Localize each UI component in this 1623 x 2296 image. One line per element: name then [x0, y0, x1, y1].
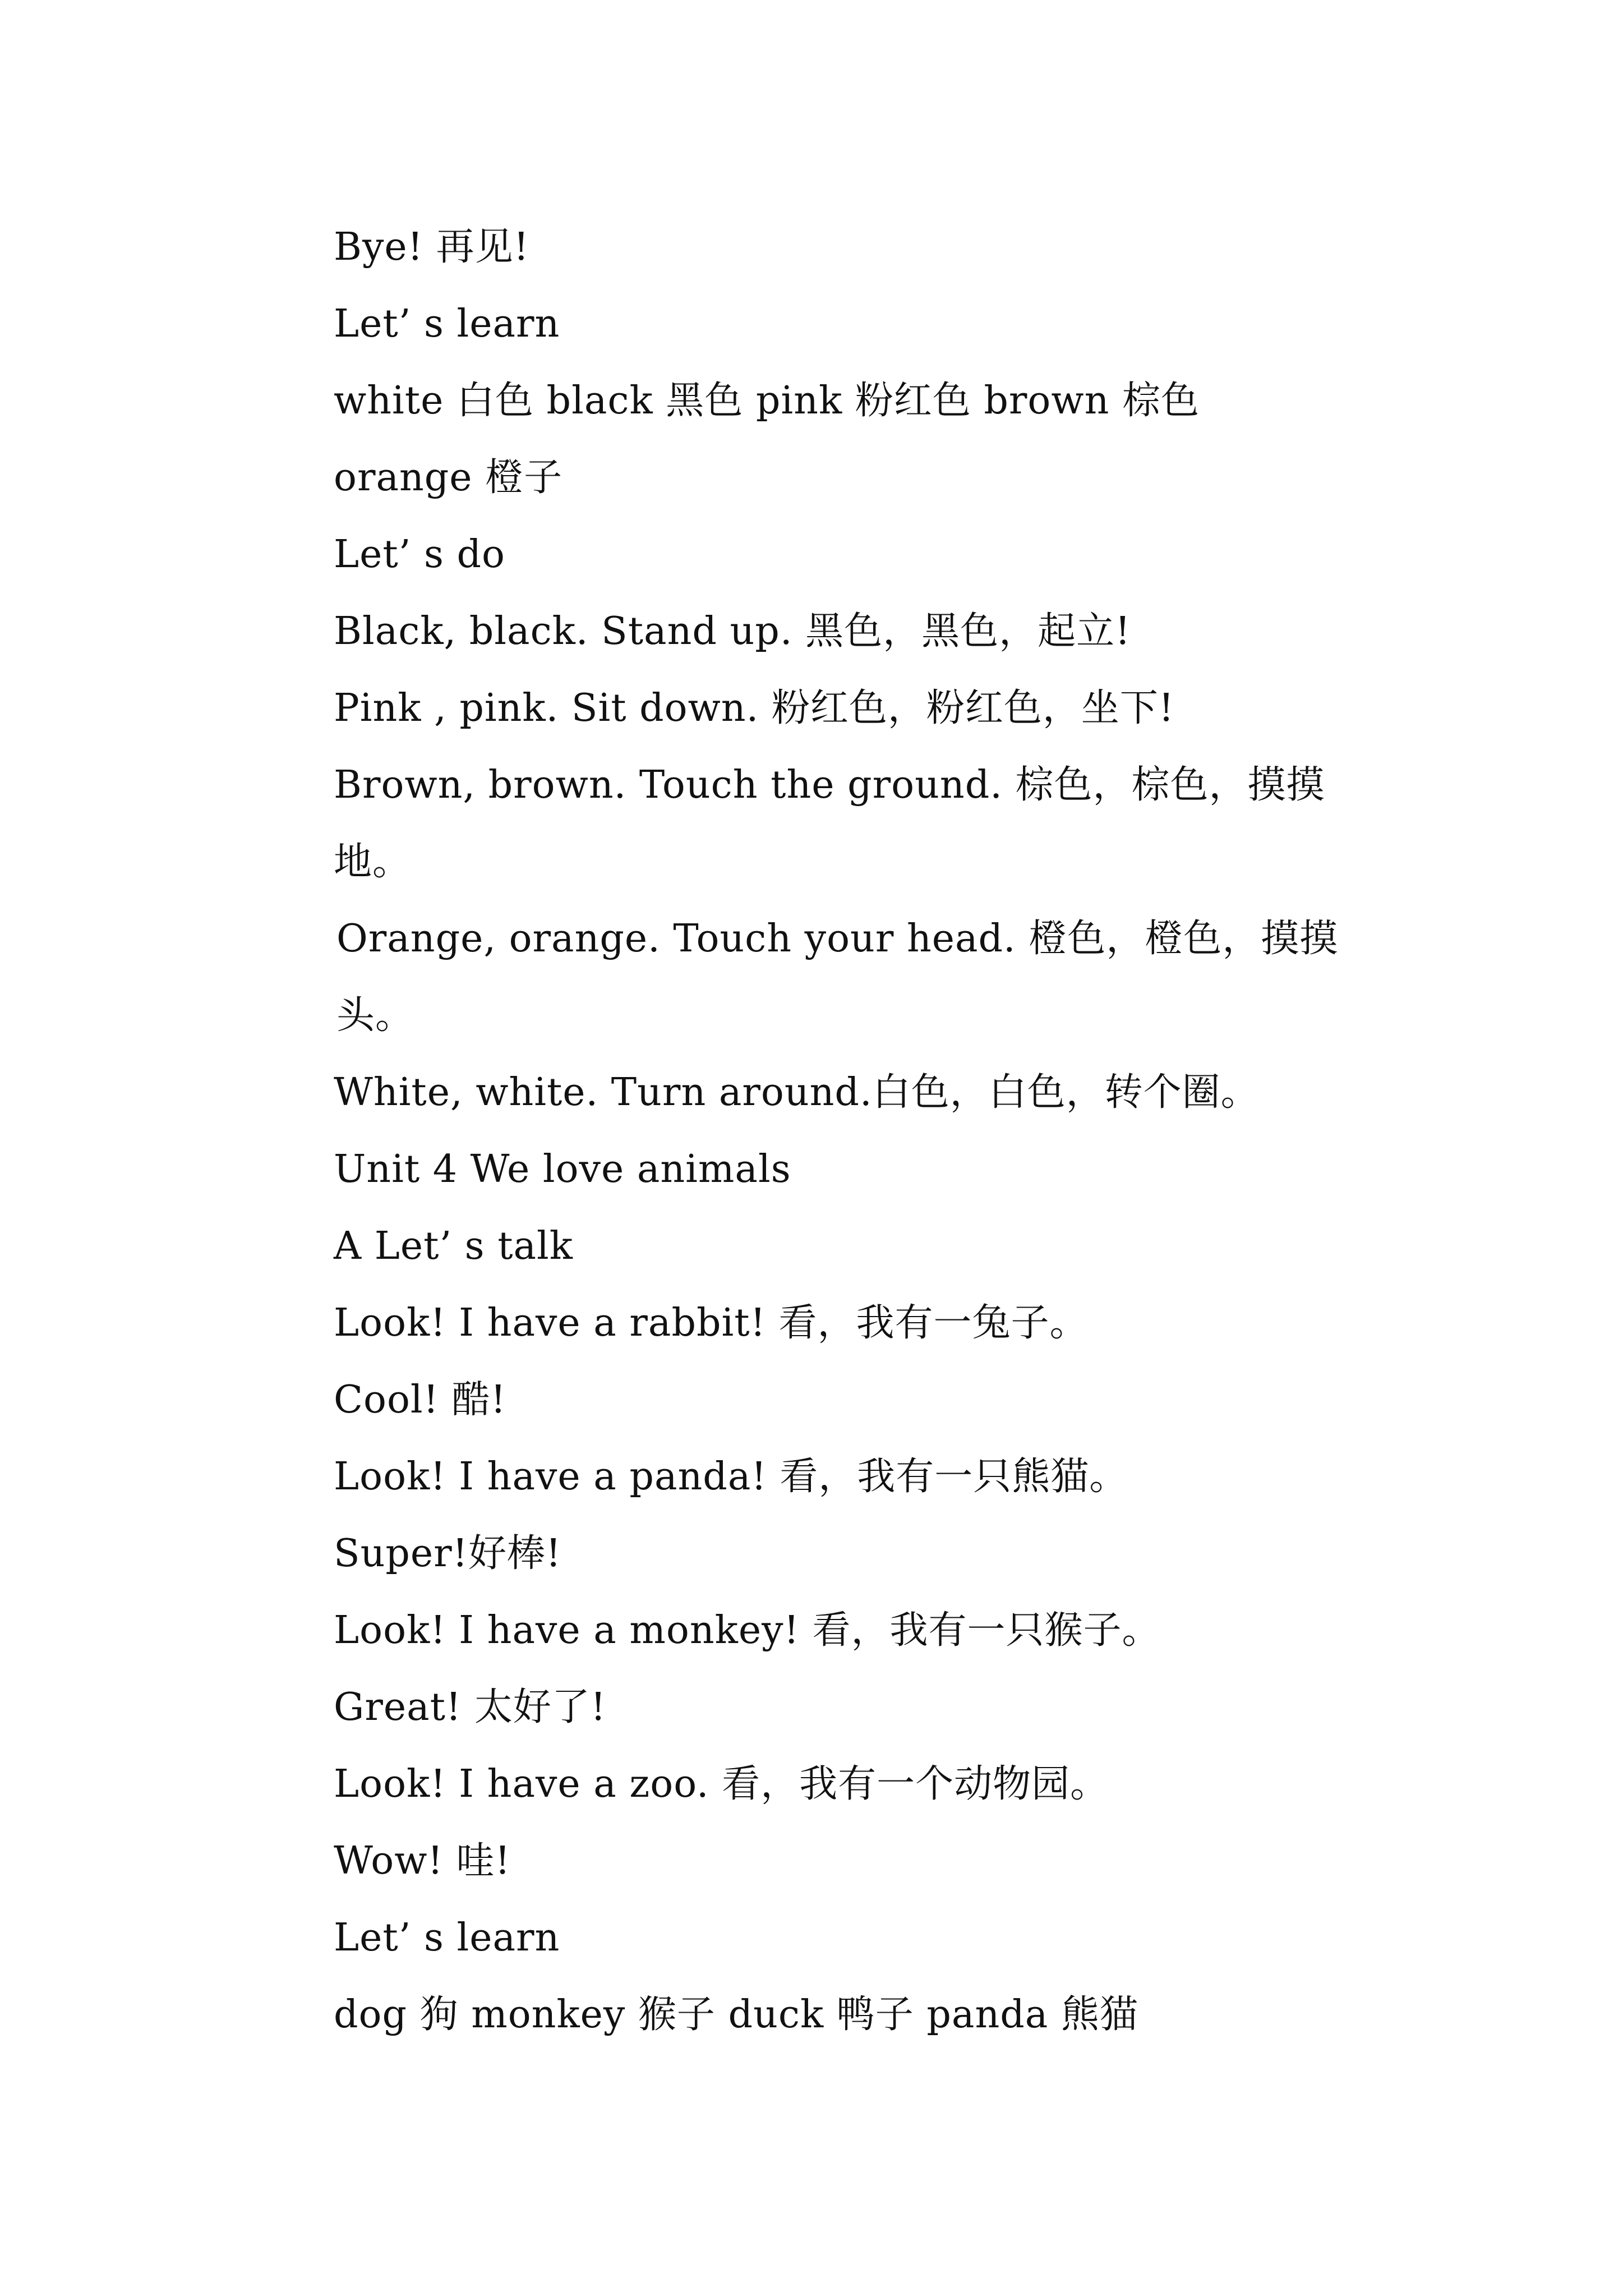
document-text	[250, 209, 1399, 2053]
text-line: Super!好棒!	[334, 1531, 562, 1576]
text-line: Bye! 再见!	[334, 225, 529, 269]
vocabulary-line: dog 狗 monkey 猴子 duck 鸭子 panda 熊猫	[334, 1993, 1138, 2037]
section-heading: Let’ s learn	[334, 1916, 560, 1960]
wrapped-text-line: Brown, brown. Touch the ground. 棕色，棕色，摸摸地。	[334, 763, 1325, 884]
vocabulary-line: orange 橙子	[334, 455, 563, 500]
text-line: Black, black. Stand up. 黑色，黑色，起立!	[334, 609, 1131, 654]
text-line: Cool! 酷!	[334, 1378, 506, 1422]
text-line: Look! I have a rabbit! 看，我有一兔子。	[334, 1301, 1089, 1345]
section-heading: Let’ s do	[334, 532, 505, 577]
unit-heading: Unit 4 We love animals	[334, 1147, 791, 1191]
section-heading: A Let’ s talk	[334, 1224, 574, 1268]
section-heading: Let’ s learn	[334, 302, 560, 346]
text-line: Pink , pink. Sit down. 粉红色，粉红色，坐下!	[334, 686, 1175, 730]
vocabulary-line: white 白色 black 黑色 pink 粉红色 brown 棕色	[334, 379, 1200, 423]
text-line: White, white. Turn around.白色，白色，转个圈。	[334, 1070, 1260, 1115]
text-line: Look! I have a zoo. 看，我有一个动物园。	[334, 1762, 1109, 1806]
wrapped-text-line: Orange, orange. Touch your head. 橙色，橙色，摸摸头。	[336, 917, 1339, 1038]
text-line: Great! 太好了!	[334, 1685, 607, 1729]
text-line: Look! I have a panda! 看，我有一只熊猫。	[334, 1455, 1128, 1499]
text-line: Wow! 哇!	[334, 1839, 511, 1883]
text-line: Look! I have a monkey! 看，我有一只猴子。	[334, 1608, 1161, 1653]
